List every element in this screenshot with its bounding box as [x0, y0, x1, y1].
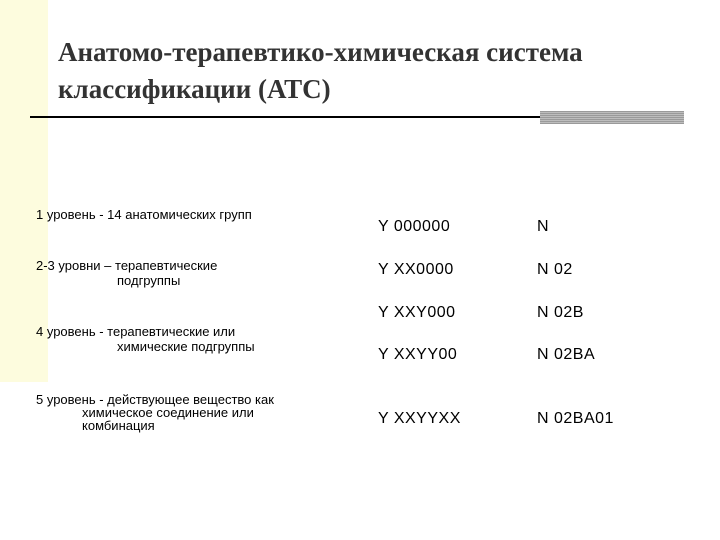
code-example-2: N 02	[537, 261, 573, 278]
divider-accent-block	[540, 111, 684, 124]
code-pattern-4: Y XXYY00	[378, 346, 458, 363]
title-line-2: классификации (АТС)	[58, 74, 331, 104]
code-example-1: N	[537, 218, 550, 235]
level-1-line-1: 1 уровень - 14 анатомических групп	[36, 207, 252, 222]
code-example-5: N 02BA01	[537, 410, 614, 427]
code-pattern-1: Y 000000	[378, 218, 451, 235]
level-4-line-2: химические подгруппы	[117, 339, 255, 354]
level-2-3-line-2: подгруппы	[117, 273, 181, 288]
level-4-line-1: 4 уровень - терапевтические или	[36, 324, 236, 339]
level-5-line-2: химическое соединение или	[82, 405, 254, 420]
code-pattern-3: Y XXY000	[378, 304, 456, 321]
level-2-3-text	[36, 259, 217, 287]
level-5-line-3: комбинация	[82, 418, 155, 433]
level-1-text	[36, 208, 252, 221]
code-example-4: N 02BA	[537, 346, 596, 363]
level-2-3-line-1: 2-3 уровни – терапевтические	[36, 258, 218, 273]
level-4-text	[36, 325, 255, 353]
level-5-line-1: 5 уровень - действующее вещество как	[36, 392, 274, 407]
code-example-3: N 02B	[537, 304, 584, 321]
level-5-text	[36, 393, 274, 432]
code-pattern-2: Y XX0000	[378, 261, 454, 278]
title-line-1: Анатомо-терапевтико-химическая система	[58, 37, 583, 67]
page-title	[58, 34, 708, 108]
code-pattern-5: Y XXYYXX	[378, 410, 461, 427]
